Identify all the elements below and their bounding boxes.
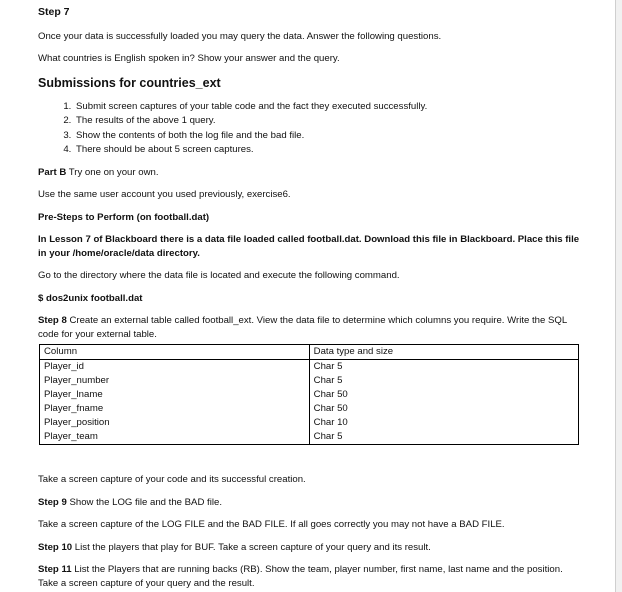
table-cell: Char 5 bbox=[309, 360, 578, 375]
step9 bbox=[38, 496, 583, 510]
submissions-list bbox=[38, 100, 583, 158]
step9-label: Step 9 bbox=[38, 496, 67, 508]
step11-text: List the Players that are running backs (RB). Show the team, player number, first name, last name and the position. Take a screen capture of your query and the result. bbox=[38, 564, 563, 589]
list-item: 3. Show the contents of both the log file and the bad file. bbox=[74, 129, 583, 144]
step10-text: List the players that play for BUF. Take a screen capture of your query and its result. bbox=[72, 541, 431, 553]
list-item: 1. Submit screen captures of your table code and the fact they executed successfully. bbox=[74, 100, 583, 115]
presteps-heading: Pre-Steps to Perform (on football.dat) bbox=[38, 211, 210, 223]
step9-text: Show the LOG file and the BAD file. bbox=[66, 496, 222, 508]
capture-code: Take a screen capture of your code and its successful creation. bbox=[38, 474, 306, 485]
document-content bbox=[38, 6, 583, 590]
part-b-label: Part B bbox=[38, 166, 67, 178]
table-row bbox=[40, 388, 579, 402]
capture-log: Take a screen capture of the LOG FILE and the BAD FILE. If all goes correctly you may not have a BAD FILE. bbox=[38, 519, 505, 530]
table-cell: Player_id bbox=[40, 360, 310, 375]
step11-label: Step 11 bbox=[38, 564, 72, 575]
table-cell: Char 5 bbox=[309, 374, 578, 388]
step7-title: Step 7 bbox=[38, 6, 70, 18]
column-table bbox=[39, 344, 579, 445]
table-row bbox=[40, 416, 579, 430]
step7-intro: Once your data is successfully loaded you may query the data. Answer the following questions. bbox=[38, 30, 442, 42]
scrollbar[interactable] bbox=[616, 0, 622, 592]
step7-question: What countries is English spoken in? Show your answer and the query. bbox=[38, 53, 340, 64]
goto-directory: Go to the directory where the data file is located and execute the following command. bbox=[38, 270, 400, 281]
table-row bbox=[40, 374, 579, 388]
lesson-instructions: In Lesson 7 of Blackboard there is a data file loaded called football.dat. Download this file in Blackboard. Place this file in your /home/oracle/data directory. bbox=[38, 234, 580, 259]
part-b bbox=[38, 166, 583, 180]
table-cell: Char 50 bbox=[309, 388, 578, 402]
table-row bbox=[40, 430, 579, 445]
step11 bbox=[38, 563, 583, 590]
table-cell: Char 50 bbox=[309, 402, 578, 416]
part-b-text: Try one on your own. bbox=[66, 166, 159, 178]
list-item: 2. The results of the above 1 query. bbox=[74, 114, 583, 129]
table-header-cell: Data type and size bbox=[309, 345, 578, 360]
step8 bbox=[38, 314, 583, 341]
dos2unix-command: $ dos2unix football.dat bbox=[38, 292, 143, 304]
table-row bbox=[40, 360, 579, 375]
step10-label: Step 10 bbox=[38, 541, 73, 553]
table-cell: Char 10 bbox=[309, 416, 578, 430]
table-header-row bbox=[40, 345, 579, 360]
table-cell: Player_position bbox=[40, 416, 310, 430]
table-cell: Player_team bbox=[40, 430, 310, 445]
table-cell: Player_fname bbox=[40, 402, 310, 416]
table-cell: Player_lname bbox=[40, 388, 310, 402]
submissions-heading: Submissions for countries_ext bbox=[38, 75, 221, 90]
step8-label: Step 8 bbox=[38, 315, 67, 326]
table-cell: Char 5 bbox=[309, 430, 578, 445]
step10 bbox=[38, 541, 583, 555]
list-item: 4. There should be about 5 screen captures. bbox=[74, 143, 583, 158]
table-cell: Player_number bbox=[40, 374, 310, 388]
table-header-cell: Column bbox=[40, 345, 310, 360]
account-note: Use the same user account you used previously, exercise6. bbox=[38, 189, 291, 200]
step8-text: Create an external table called football_ext. View the data file to determine which columns you require. Write the SQL code for your external table. bbox=[38, 315, 567, 340]
table-row bbox=[40, 402, 579, 416]
